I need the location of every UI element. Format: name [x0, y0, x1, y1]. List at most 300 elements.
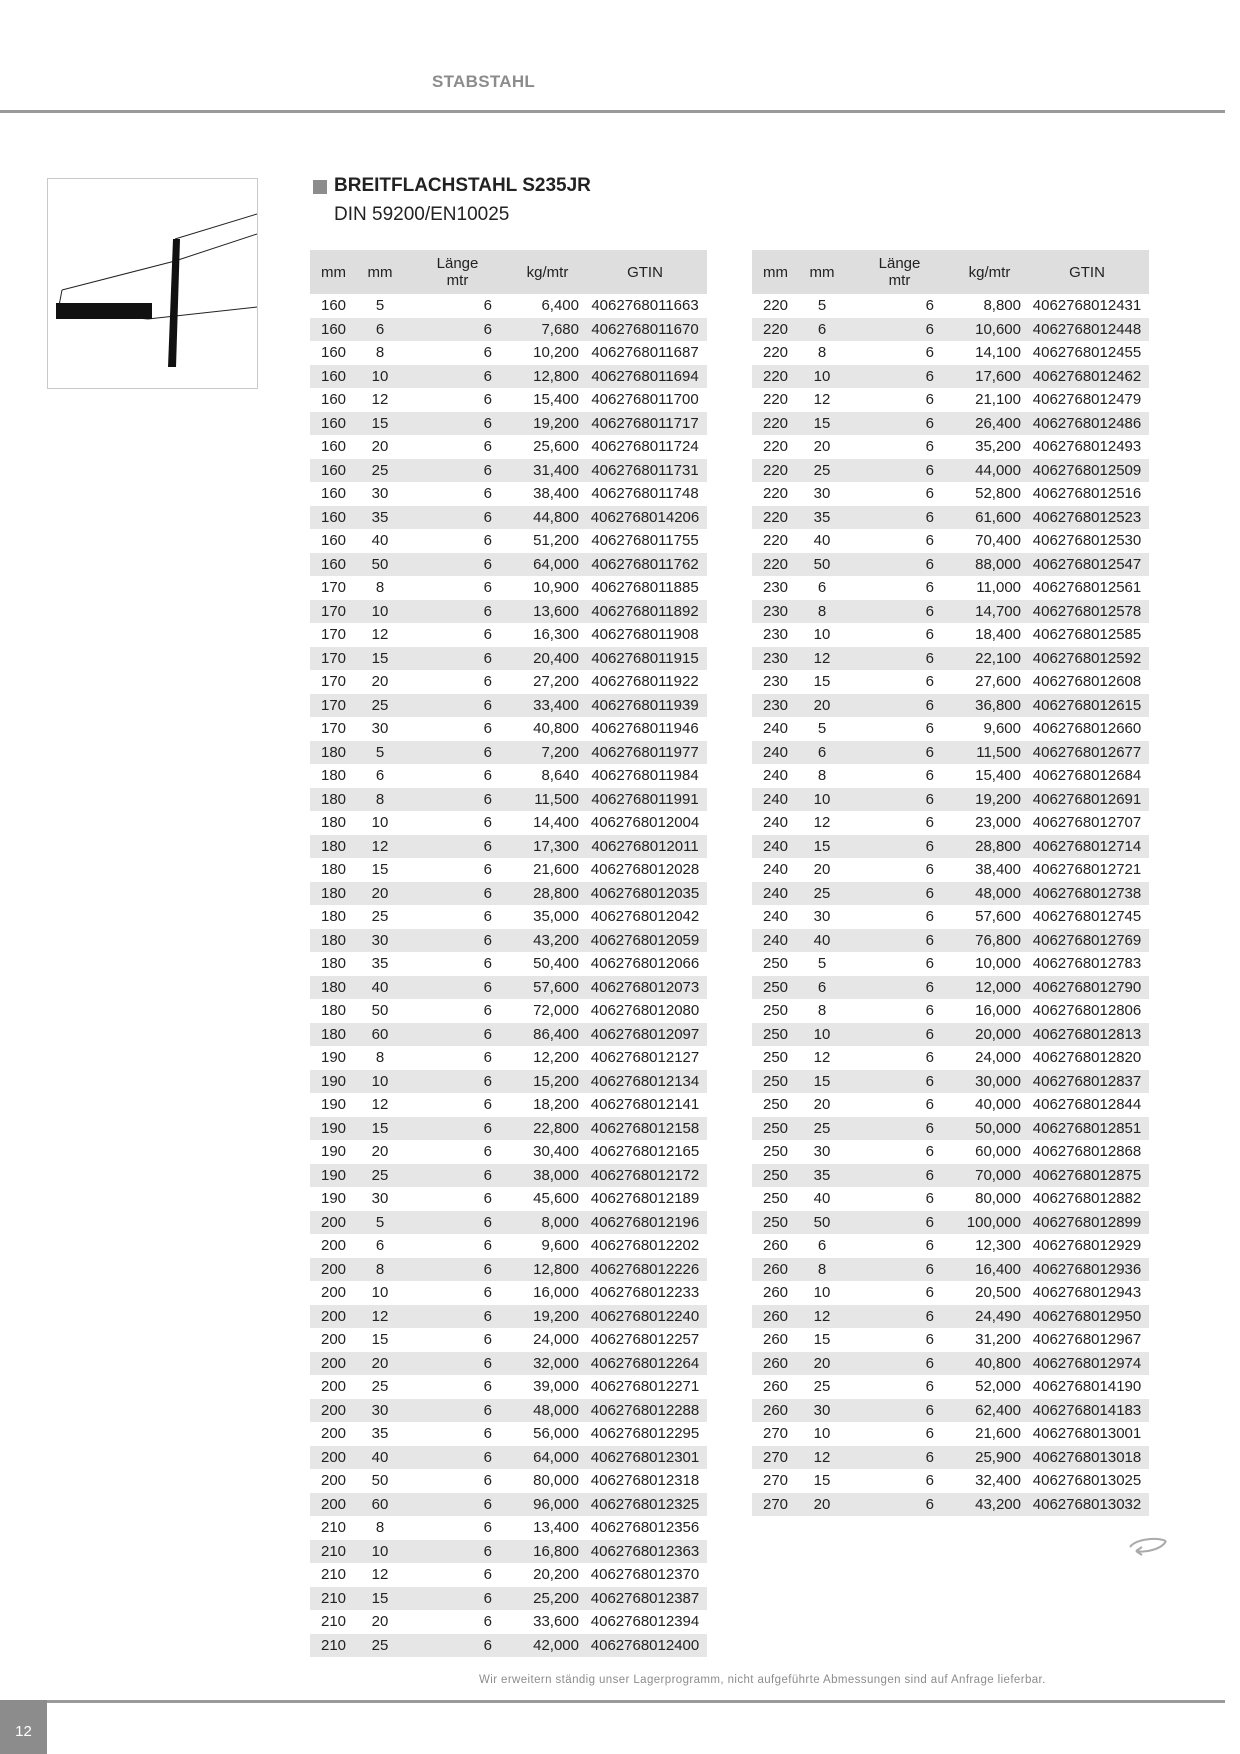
thickness-cell: 10: [357, 600, 403, 624]
thickness-cell: 6: [817, 579, 827, 597]
table-row: [310, 1117, 707, 1141]
table-row: [752, 553, 1149, 577]
length-cell: 6: [403, 459, 512, 483]
thickness-cell: 40: [813, 532, 831, 550]
thickness-cell: 8: [817, 767, 827, 785]
weight-cell: 20,400: [512, 647, 583, 671]
length-cell: 6: [845, 1070, 954, 1094]
width-cell: 180: [310, 741, 357, 765]
thickness-cell: 15: [813, 1472, 831, 1490]
length-cell: 6: [925, 1378, 934, 1396]
weight-cell: 10,000: [975, 955, 1021, 973]
length-cell: 6: [483, 720, 492, 738]
weight-cell: 13,600: [512, 600, 583, 624]
gtin-cell: 4062768012370: [590, 1566, 700, 1584]
length-cell: 6: [845, 365, 954, 389]
thickness-cell: 20: [799, 1493, 845, 1517]
weight-cell: 17,600: [954, 365, 1025, 389]
gtin-cell: 4062768012240: [583, 1305, 707, 1329]
thickness-cell: 50: [799, 1211, 845, 1235]
weight-cell: 30,400: [533, 1143, 579, 1161]
table-row: [310, 435, 707, 459]
gtin-cell: 4062768012615: [1025, 694, 1149, 718]
length-cell: 6: [925, 767, 934, 785]
thickness-cell: 12: [371, 626, 389, 644]
length-cell: 6: [483, 1378, 492, 1396]
length-cell: 6: [483, 1096, 492, 1114]
gtin-cell: 4062768012844: [1032, 1096, 1142, 1114]
gtin-cell: 4062768011724: [591, 438, 699, 456]
table-row: [310, 294, 707, 318]
width-cell: 240: [762, 720, 789, 738]
thickness-cell: 6: [799, 318, 845, 342]
weight-cell: 51,200: [533, 532, 579, 550]
flat-steel-bar-illustration: [47, 178, 258, 389]
weight-cell: 24,000: [533, 1331, 579, 1349]
gtin-cell: 4062768012318: [590, 1472, 700, 1490]
gtin-cell: 4062768012547: [1025, 553, 1149, 577]
weight-cell: 32,400: [975, 1472, 1021, 1490]
width-cell: 220: [762, 297, 789, 315]
width-cell: 210: [310, 1587, 357, 1611]
table-row: [752, 1187, 1149, 1211]
table-row: [310, 929, 707, 953]
table-row: [310, 858, 707, 882]
width-cell: 270: [762, 1425, 789, 1443]
length-cell: 6: [403, 1540, 512, 1564]
gtin-cell: 4062768012288: [583, 1399, 707, 1423]
length-cell: 6: [483, 1143, 492, 1161]
length-cell: 6: [483, 391, 492, 409]
length-cell: 6: [403, 1070, 512, 1094]
length-cell: 6: [925, 1237, 934, 1255]
weight-cell: 8,800: [983, 297, 1021, 315]
width-cell: 250: [762, 1190, 789, 1208]
header-gtin: GTIN: [1025, 250, 1149, 294]
length-cell: 6: [925, 1284, 934, 1302]
gtin-cell: 4062768012769: [1025, 929, 1149, 953]
weight-cell: 57,600: [512, 976, 583, 1000]
weight-cell: 52,000: [975, 1378, 1021, 1396]
length-cell: 6: [925, 1331, 934, 1349]
thickness-cell: 30: [357, 929, 403, 953]
table-row: [752, 1140, 1149, 1164]
gtin-cell: 4062768011991: [583, 788, 707, 812]
thickness-cell: 15: [813, 673, 831, 691]
length-cell: 6: [403, 1117, 512, 1141]
length-cell: 6: [845, 412, 954, 436]
gtin-cell: 4062768012127: [590, 1049, 700, 1067]
width-cell: 160: [310, 506, 357, 530]
thickness-cell: 20: [813, 438, 831, 456]
weight-cell: 28,800: [954, 835, 1025, 859]
length-cell: 6: [845, 929, 954, 953]
width-cell: 160: [320, 297, 347, 315]
width-cell: 220: [762, 391, 789, 409]
weight-cell: 62,400: [954, 1399, 1025, 1423]
gtin-cell: 4062768011755: [591, 532, 699, 550]
width-cell: 250: [752, 1070, 799, 1094]
table-row: [752, 576, 1149, 600]
width-cell: 260: [762, 1331, 789, 1349]
table-row: [752, 670, 1149, 694]
gtin-cell: 4062768012196: [583, 1211, 707, 1235]
table-row: [752, 1093, 1149, 1117]
gtin-cell: 4062768012042: [590, 908, 700, 926]
table-row: [310, 1446, 707, 1470]
thickness-cell: 25: [799, 459, 845, 483]
gtin-cell: 4062768012509: [1025, 459, 1149, 483]
table-row: [310, 341, 707, 365]
length-cell: 6: [483, 814, 492, 832]
weight-cell: 21,600: [975, 1425, 1021, 1443]
header-gtin: GTIN: [583, 250, 707, 294]
table-row: [752, 647, 1149, 671]
weight-cell: 43,200: [954, 1493, 1025, 1517]
thickness-cell: 8: [357, 788, 403, 812]
length-cell: 6: [845, 1399, 954, 1423]
table-row: [752, 1070, 1149, 1094]
weight-cell: 10,900: [533, 579, 579, 597]
table-row: [752, 341, 1149, 365]
weight-cell: 40,800: [954, 1352, 1025, 1376]
table-row: [752, 1328, 1149, 1352]
weight-cell: 7,680: [512, 318, 583, 342]
length-cell: 6: [403, 741, 512, 765]
width-cell: 200: [320, 1472, 347, 1490]
header-thickness: mm: [799, 250, 845, 294]
thickness-cell: 35: [371, 1425, 389, 1443]
table-row: [752, 1375, 1149, 1399]
length-cell: 6: [403, 365, 512, 389]
table-row: [310, 952, 707, 976]
weight-cell: 64,000: [512, 1446, 583, 1470]
width-cell: 250: [762, 1143, 789, 1161]
length-cell: 6: [845, 553, 954, 577]
thickness-cell: 15: [799, 1070, 845, 1094]
length-cell: 6: [483, 1613, 492, 1631]
table-row: [310, 459, 707, 483]
thickness-cell: 15: [357, 412, 403, 436]
length-cell: 6: [403, 1634, 512, 1658]
length-cell: 6: [845, 882, 954, 906]
table-row: [310, 835, 707, 859]
width-cell: 170: [320, 673, 347, 691]
weight-cell: 96,000: [512, 1493, 583, 1517]
weight-cell: 60,000: [975, 1143, 1021, 1161]
gtin-cell: 4062768012158: [583, 1117, 707, 1141]
table-row: [310, 1634, 707, 1658]
gtin-cell: 4062768012356: [590, 1519, 700, 1537]
length-cell: 6: [403, 976, 512, 1000]
table-row: [752, 412, 1149, 436]
table-row: [752, 811, 1149, 835]
gtin-cell: 4062768011908: [591, 626, 699, 644]
width-cell: 220: [752, 553, 799, 577]
gtin-cell: 4062768012561: [1032, 579, 1142, 597]
length-cell: 6: [483, 532, 492, 550]
gtin-cell: 4062768012868: [1032, 1143, 1142, 1161]
gtin-cell: 4062768012462: [1025, 365, 1149, 389]
header-weight: kg/mtr: [954, 250, 1025, 294]
thickness-cell: 30: [813, 1143, 831, 1161]
weight-cell: 24,490: [954, 1305, 1025, 1329]
width-cell: 220: [752, 318, 799, 342]
gtin-cell: 4062768012738: [1025, 882, 1149, 906]
thickness-cell: 35: [799, 506, 845, 530]
width-cell: 210: [320, 1613, 347, 1631]
weight-cell: 20,000: [954, 1023, 1025, 1047]
weight-cell: 61,600: [954, 506, 1025, 530]
width-cell: 160: [320, 532, 347, 550]
gtin-cell: 4062768011687: [591, 344, 699, 362]
table-row: [752, 835, 1149, 859]
thickness-cell: 8: [799, 1258, 845, 1282]
length-cell: 6: [925, 1190, 934, 1208]
weight-cell: 18,200: [533, 1096, 579, 1114]
width-cell: 170: [310, 600, 357, 624]
thickness-cell: 60: [357, 1023, 403, 1047]
header-length: Länge mtr: [403, 250, 512, 294]
gtin-cell: 4062768012813: [1025, 1023, 1149, 1047]
thickness-cell: 25: [799, 1117, 845, 1141]
length-cell: 6: [403, 647, 512, 671]
weight-cell: 11,500: [512, 788, 583, 812]
table-row: [752, 459, 1149, 483]
gtin-cell: 4062768011885: [591, 579, 699, 597]
weight-cell: 80,000: [975, 1190, 1021, 1208]
width-cell: 270: [752, 1493, 799, 1517]
weight-cell: 15,400: [533, 391, 579, 409]
width-cell: 230: [752, 647, 799, 671]
product-title: BREITFLACHSTAHL S235JR: [334, 175, 591, 196]
table-row: [310, 999, 707, 1023]
length-cell: 6: [403, 882, 512, 906]
width-cell: 210: [310, 1634, 357, 1658]
weight-cell: 6,400: [541, 297, 579, 315]
width-cell: 250: [752, 1211, 799, 1235]
width-cell: 220: [752, 365, 799, 389]
weight-cell: 18,400: [975, 626, 1021, 644]
weight-cell: 38,400: [533, 485, 579, 503]
table-row: [752, 717, 1149, 741]
width-cell: 250: [752, 1164, 799, 1188]
gtin-cell: 4062768012066: [590, 955, 700, 973]
width-cell: 160: [310, 412, 357, 436]
table-row: [310, 1258, 707, 1282]
table-row: [310, 623, 707, 647]
table-row: [310, 318, 707, 342]
length-cell: 6: [925, 485, 934, 503]
width-cell: 200: [310, 1305, 357, 1329]
header-thickness: mm: [357, 250, 403, 294]
width-cell: 230: [752, 600, 799, 624]
length-cell: 6: [403, 506, 512, 530]
table-row: [310, 1399, 707, 1423]
weight-cell: 15,200: [512, 1070, 583, 1094]
thickness-cell: 8: [817, 344, 827, 362]
weight-cell: 25,900: [954, 1446, 1025, 1470]
weight-cell: 9,600: [541, 1237, 579, 1255]
weight-cell: 11,500: [954, 741, 1025, 765]
thickness-cell: 40: [357, 976, 403, 1000]
width-cell: 220: [762, 344, 789, 362]
length-cell: 6: [483, 908, 492, 926]
table-row: [752, 858, 1149, 882]
table-row: [310, 1516, 707, 1540]
width-cell: 170: [310, 647, 357, 671]
weight-cell: 70,400: [975, 532, 1021, 550]
table-row: [310, 388, 707, 412]
thickness-cell: 8: [375, 579, 385, 597]
weight-cell: 12,800: [512, 1258, 583, 1282]
length-cell: 6: [403, 1211, 512, 1235]
page-turn-arrow-icon[interactable]: [1128, 1533, 1168, 1559]
thickness-cell: 5: [817, 720, 827, 738]
thickness-cell: 25: [371, 908, 389, 926]
table-row: [752, 506, 1149, 530]
thickness-cell: 30: [813, 485, 831, 503]
thickness-cell: 12: [371, 391, 389, 409]
gtin-cell: 4062768014190: [1032, 1378, 1142, 1396]
length-cell: 6: [925, 1425, 934, 1443]
gtin-cell: 4062768011663: [591, 297, 699, 315]
thickness-cell: 60: [357, 1493, 403, 1517]
width-cell: 190: [310, 1117, 357, 1141]
length-cell: 6: [483, 1331, 492, 1349]
page-number: 12: [15, 1723, 32, 1740]
thickness-cell: 8: [799, 600, 845, 624]
table-row: [752, 1469, 1149, 1493]
weight-cell: 30,000: [954, 1070, 1025, 1094]
thickness-cell: 10: [357, 1070, 403, 1094]
length-cell: 6: [925, 344, 934, 362]
thickness-cell: 25: [813, 1378, 831, 1396]
weight-cell: 12,800: [512, 365, 583, 389]
thickness-cell: 10: [371, 1284, 389, 1302]
thickness-cell: 6: [799, 741, 845, 765]
gtin-cell: 4062768012394: [590, 1613, 700, 1631]
thickness-cell: 15: [371, 1331, 389, 1349]
thickness-cell: 5: [817, 955, 827, 973]
weight-cell: 35,000: [533, 908, 579, 926]
width-cell: 270: [762, 1472, 789, 1490]
table-row: [310, 1211, 707, 1235]
weight-cell: 24,000: [975, 1049, 1021, 1067]
table-row: [752, 952, 1149, 976]
length-cell: 6: [403, 835, 512, 859]
length-cell: 6: [483, 438, 492, 456]
table-header-row: [310, 250, 707, 294]
width-cell: 160: [310, 553, 357, 577]
length-cell: 6: [845, 694, 954, 718]
table-row: [310, 1610, 707, 1634]
length-cell: 6: [483, 861, 492, 879]
weight-cell: 10,200: [533, 344, 579, 362]
gtin-cell: 4062768012011: [583, 835, 707, 859]
thickness-cell: 10: [371, 814, 389, 832]
thickness-cell: 25: [371, 1378, 389, 1396]
length-cell: 6: [925, 1049, 934, 1067]
gtin-cell: 4062768011748: [591, 485, 699, 503]
width-cell: 180: [320, 767, 347, 785]
table-row: [752, 388, 1149, 412]
thickness-cell: 6: [375, 1237, 385, 1255]
table-row: [752, 1352, 1149, 1376]
weight-cell: 19,200: [954, 788, 1025, 812]
table-row: [310, 506, 707, 530]
thickness-cell: 20: [371, 438, 389, 456]
length-cell: 6: [483, 297, 492, 315]
thickness-cell: 35: [371, 955, 389, 973]
weight-cell: 14,700: [954, 600, 1025, 624]
table-row: [752, 788, 1149, 812]
thickness-cell: 6: [799, 976, 845, 1000]
gtin-cell: 4062768012172: [583, 1164, 707, 1188]
width-cell: 200: [310, 1352, 357, 1376]
gtin-cell: 4062768012387: [583, 1587, 707, 1611]
width-cell: 190: [310, 1164, 357, 1188]
table-row: [310, 741, 707, 765]
weight-cell: 19,200: [512, 1305, 583, 1329]
width-cell: 190: [320, 1190, 347, 1208]
weight-cell: 42,000: [512, 1634, 583, 1658]
thickness-cell: 30: [371, 720, 389, 738]
gtin-cell: 4062768012967: [1032, 1331, 1142, 1349]
width-cell: 240: [752, 882, 799, 906]
gtin-cell: 4062768012134: [583, 1070, 707, 1094]
thickness-cell: 20: [357, 882, 403, 906]
weight-cell: 23,000: [975, 814, 1021, 832]
weight-cell: 20,200: [533, 1566, 579, 1584]
weight-cell: 13,400: [533, 1519, 579, 1537]
gtin-cell: 4062768011731: [583, 459, 707, 483]
thickness-cell: 20: [799, 694, 845, 718]
header-divider: [0, 110, 1225, 113]
gtin-cell: 4062768012189: [590, 1190, 700, 1208]
gtin-cell: 4062768012479: [1032, 391, 1142, 409]
width-cell: 240: [752, 741, 799, 765]
thickness-cell: 12: [357, 1305, 403, 1329]
gtin-cell: 4062768011892: [583, 600, 707, 624]
weight-cell: 33,600: [533, 1613, 579, 1631]
width-cell: 240: [752, 929, 799, 953]
thickness-cell: 50: [371, 1472, 389, 1490]
thickness-cell: 10: [813, 1425, 831, 1443]
gtin-cell: 4062768012660: [1032, 720, 1142, 738]
gtin-cell: 4062768012516: [1032, 485, 1142, 503]
header-width: mm: [310, 250, 357, 294]
thickness-cell: 15: [357, 647, 403, 671]
table-row: [752, 294, 1149, 318]
gtin-cell: 4062768011694: [583, 365, 707, 389]
length-cell: 6: [845, 1258, 954, 1282]
table-row: [310, 1023, 707, 1047]
width-cell: 190: [320, 1096, 347, 1114]
length-cell: 6: [925, 1143, 934, 1161]
width-cell: 260: [762, 1284, 789, 1302]
weight-cell: 9,600: [983, 720, 1021, 738]
width-cell: 220: [762, 485, 789, 503]
length-cell: 6: [483, 1190, 492, 1208]
thickness-cell: 35: [799, 1164, 845, 1188]
section-marker: [313, 180, 327, 194]
table-row: [310, 1563, 707, 1587]
width-cell: 250: [762, 955, 789, 973]
gtin-cell: 4062768013032: [1025, 1493, 1149, 1517]
weight-cell: 57,600: [975, 908, 1021, 926]
thickness-cell: 30: [799, 1399, 845, 1423]
